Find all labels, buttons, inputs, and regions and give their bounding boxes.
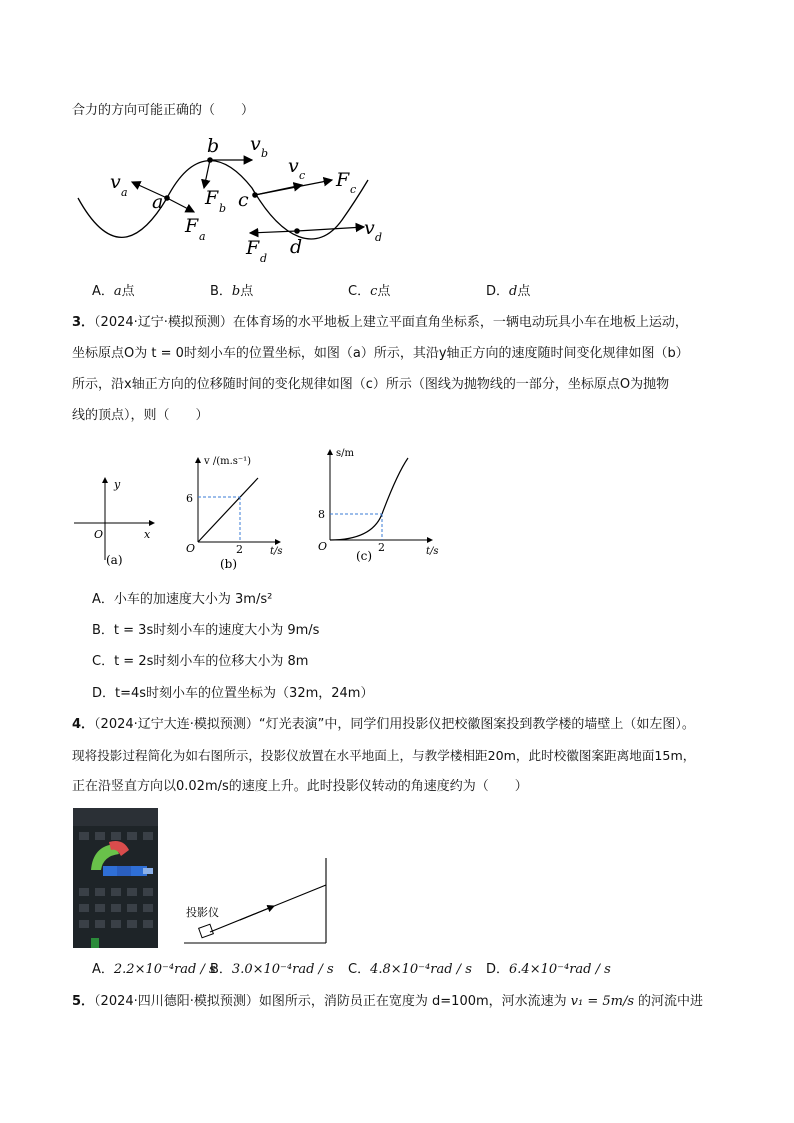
- svg-text:a: a: [199, 230, 206, 243]
- q2-option-a: A．a点: [92, 284, 135, 299]
- projector-label: 投影仪: [186, 906, 219, 919]
- label-a: a: [152, 191, 164, 213]
- q4-option-b: B．3.0×10⁻⁴rad / s: [210, 962, 334, 977]
- svg-text:F: F: [205, 187, 219, 209]
- svg-text:v: v: [288, 155, 299, 177]
- svg-text:(c): (c): [356, 549, 373, 563]
- svg-text:6: 6: [186, 492, 193, 505]
- svg-text:2: 2: [236, 543, 243, 556]
- svg-text:F: F: [336, 169, 350, 191]
- svg-text:v: v: [110, 171, 121, 193]
- svg-text:v /(m.s⁻¹): v /(m.s⁻¹): [204, 456, 252, 467]
- svg-text:b: b: [261, 147, 269, 160]
- svg-text:8: 8: [318, 508, 325, 521]
- svg-text:t/s: t/s: [426, 546, 439, 557]
- svg-text:c: c: [299, 169, 306, 182]
- svg-text:t/s: t/s: [270, 546, 283, 557]
- svg-text:x: x: [144, 528, 151, 541]
- svg-text:b: b: [219, 202, 227, 215]
- displacement-parabola: [330, 458, 408, 540]
- force-b-arrow: [204, 160, 210, 188]
- q3-option-d: D．t=4s时刻小车的位置坐标为（32m，24m）: [92, 686, 374, 701]
- velocity-d-arrow: [297, 227, 364, 231]
- force-c-arrow: [255, 180, 332, 195]
- q5-line1: 5．（2024·四川德阳·模拟预测）如图所示，消防员正在宽度为 d=100m，河水流速为 v₁ = 5m/s 的河流中进: [72, 994, 704, 1009]
- svg-text:F: F: [185, 215, 199, 237]
- q4-projector-diagram: [180, 852, 340, 948]
- q4-line1: 4．（2024·辽宁大连·模拟预测）“灯光表演”中，同学们用投影仪把校徽图案投到教学楼的墙壁上（如左图）。: [72, 717, 695, 732]
- force-a-arrow: [167, 198, 194, 212]
- q2-option-b: B．b点: [210, 284, 254, 299]
- svg-text:c: c: [350, 183, 357, 196]
- svg-text:F: F: [246, 237, 260, 259]
- q4-option-d: D．6.4×10⁻⁴rad / s: [486, 962, 611, 977]
- svg-text:s/m: s/m: [336, 448, 354, 459]
- label-c: c: [238, 189, 249, 211]
- q4-option-c: C．4.8×10⁻⁴rad / s: [348, 962, 472, 977]
- svg-text:a: a: [121, 186, 128, 199]
- svg-text:v: v: [250, 133, 261, 155]
- q3-figure-c: [312, 444, 442, 569]
- svg-text:O: O: [318, 540, 328, 553]
- building-projection-photo: [73, 808, 158, 948]
- svg-text:d: d: [375, 231, 383, 244]
- label-b: b: [207, 135, 220, 157]
- q3-figure-b: [180, 450, 290, 575]
- q2-option-c: C．c点: [348, 284, 391, 299]
- q4-line2: 现将投影过程简化为如右图所示，投影仪放置在水平地面上，与教学楼相距20m，此时校徽图案距离地面15m，: [72, 748, 696, 763]
- svg-text:y: y: [114, 478, 121, 491]
- svg-text:O: O: [186, 542, 196, 555]
- q2-curve-figure: [72, 130, 402, 280]
- svg-text:2: 2: [378, 541, 385, 554]
- svg-text:O: O: [94, 528, 104, 541]
- q4-line3: 正在沿竖直方向以0.02m/s的速度上升。此时投影仪转动的角速度约为（ ）: [72, 779, 528, 794]
- svg-text:(a): (a): [106, 553, 123, 567]
- q4-option-a: A．2.2×10⁻⁴rad / s: [92, 962, 216, 977]
- q3-figure-a: [72, 470, 167, 575]
- q2-stem-tail: 合力的方向可能正确的（ ）: [72, 103, 255, 118]
- q3-option-b: B．t = 3s时刻小车的速度大小为 9m/s: [92, 623, 320, 638]
- svg-text:v: v: [364, 217, 375, 239]
- label-d: d: [290, 236, 303, 258]
- q3-line4: 线的顶点），则（ ）: [72, 408, 209, 423]
- trajectory-curve: [78, 161, 368, 239]
- svg-text:d: d: [260, 252, 268, 265]
- q3-option-c: C．t = 2s时刻小车的位移大小为 8m: [92, 654, 309, 669]
- q2-option-d: D．d点: [486, 284, 531, 299]
- velocity-line: [198, 478, 258, 542]
- q3-option-a: A．小车的加速度大小为 3m/s²: [92, 592, 273, 607]
- svg-text:(b): (b): [220, 557, 238, 571]
- q3-line3: 所示，沿x轴正方向的位移随时间的变化规律如图（c）所示（图线为抛物线的一部分，坐标原点O为抛物: [72, 377, 670, 392]
- q3-line1: 3．（2024·辽宁·模拟预测）在体育场的水平地板上建立平面直角坐标系，一辆电动玩具小车在地板上运动，: [72, 315, 688, 330]
- q3-line2: 坐标原点O为 t = 0时刻小车的位置坐标，如图（a）所示，其沿y轴正方向的速度随时间变化规律如图（b）: [72, 346, 689, 361]
